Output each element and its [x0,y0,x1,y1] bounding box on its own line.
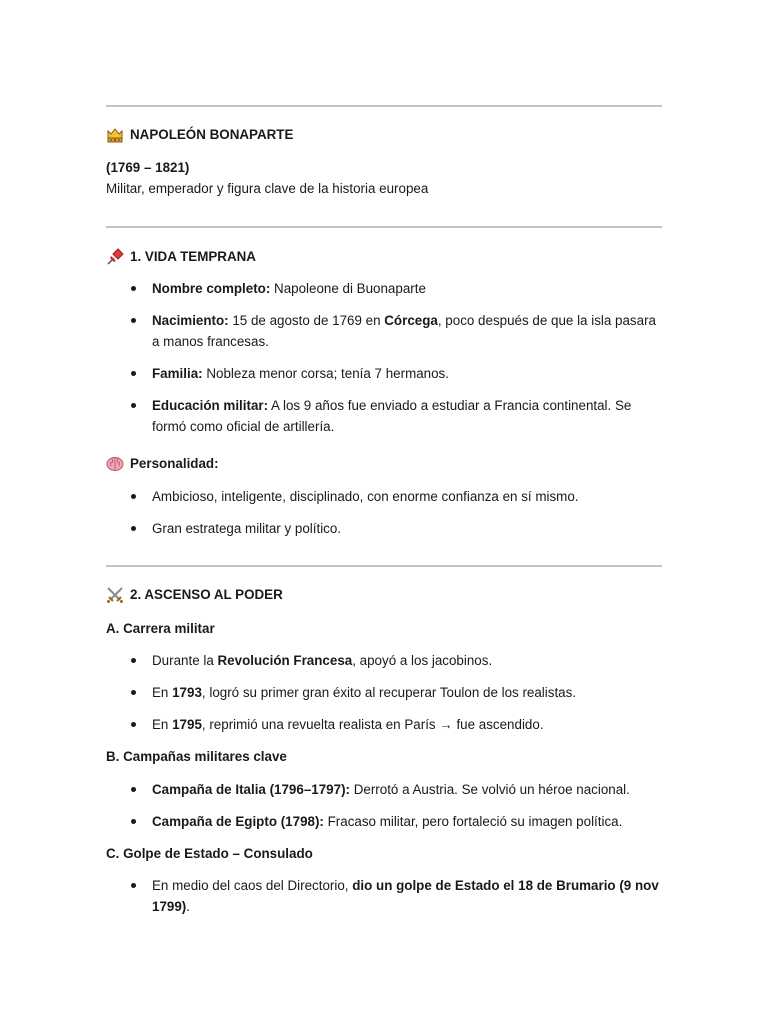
section-heading-vida-temprana [106,246,662,267]
list-item: En 1793, logró su primer gran éxito al recuperar Toulon de los realistas. [106,682,662,703]
divider [106,226,662,228]
subsection-title-golpe: C. Golpe de Estado – Consulado [106,846,313,861]
list-item: Campaña de Egipto (1798): Fracaso militar, pero fortaleció su imagen política. [106,811,662,832]
subsection-title: Personalidad: [130,456,219,471]
list-item: En medio del caos del Directorio, dio un golpe de Estado el 18 de Brumario (9 nov 1799). [106,875,662,917]
section-title: 2. ASCENSO AL PODER [130,587,283,602]
subsection-title-carrera-militar: A. Carrera militar [106,621,215,636]
divider [106,105,662,107]
document-title [106,124,662,145]
list-item: Educación militar: A los 9 años fue enviado a estudiar a Francia continental. Se formó como oficial de artillería. [106,395,662,437]
pushpin-icon [106,248,124,266]
section1-list [106,278,662,437]
brain-icon [106,455,124,473]
list-item: Familia: Nobleza menor corsa; tenía 7 hermanos. [106,363,662,384]
life-dates: (1769 – 1821) [106,160,190,175]
intro [106,157,662,199]
divider [106,565,662,567]
section2c-list [106,875,662,917]
section-title: 1. VIDA TEMPRANA [130,249,256,264]
crossed-swords-icon [106,586,124,604]
list-item: En 1795, reprimió una revuelta realista en París → fue ascendido. [106,714,662,735]
subsection-heading-personalidad [106,453,662,474]
title-text: NAPOLEÓN BONAPARTE [130,127,294,142]
list-item: Nacimiento: 15 de agosto de 1769 en Córcega, poco después de que la isla pasara a manos francesas. [106,310,662,352]
list-item: Ambicioso, inteligente, disciplinado, con enorme confianza en sí mismo. [106,486,662,507]
personality-list [106,486,662,539]
section2b-list [106,779,662,832]
section2a-list [106,650,662,735]
list-item: Durante la Revolución Francesa, apoyó a los jacobinos. [106,650,662,671]
subtitle: Militar, emperador y figura clave de la historia europea [106,181,429,196]
crown-icon [106,126,124,144]
section-heading-ascenso [106,584,662,605]
list-item: Nombre completo: Napoleone di Buonaparte [106,278,662,299]
subsection-title-campanas: B. Campañas militares clave [106,749,287,764]
list-item: Gran estratega militar y político. [106,518,662,539]
list-item: Campaña de Italia (1796–1797): Derrotó a Austria. Se volvió un héroe nacional. [106,779,662,800]
